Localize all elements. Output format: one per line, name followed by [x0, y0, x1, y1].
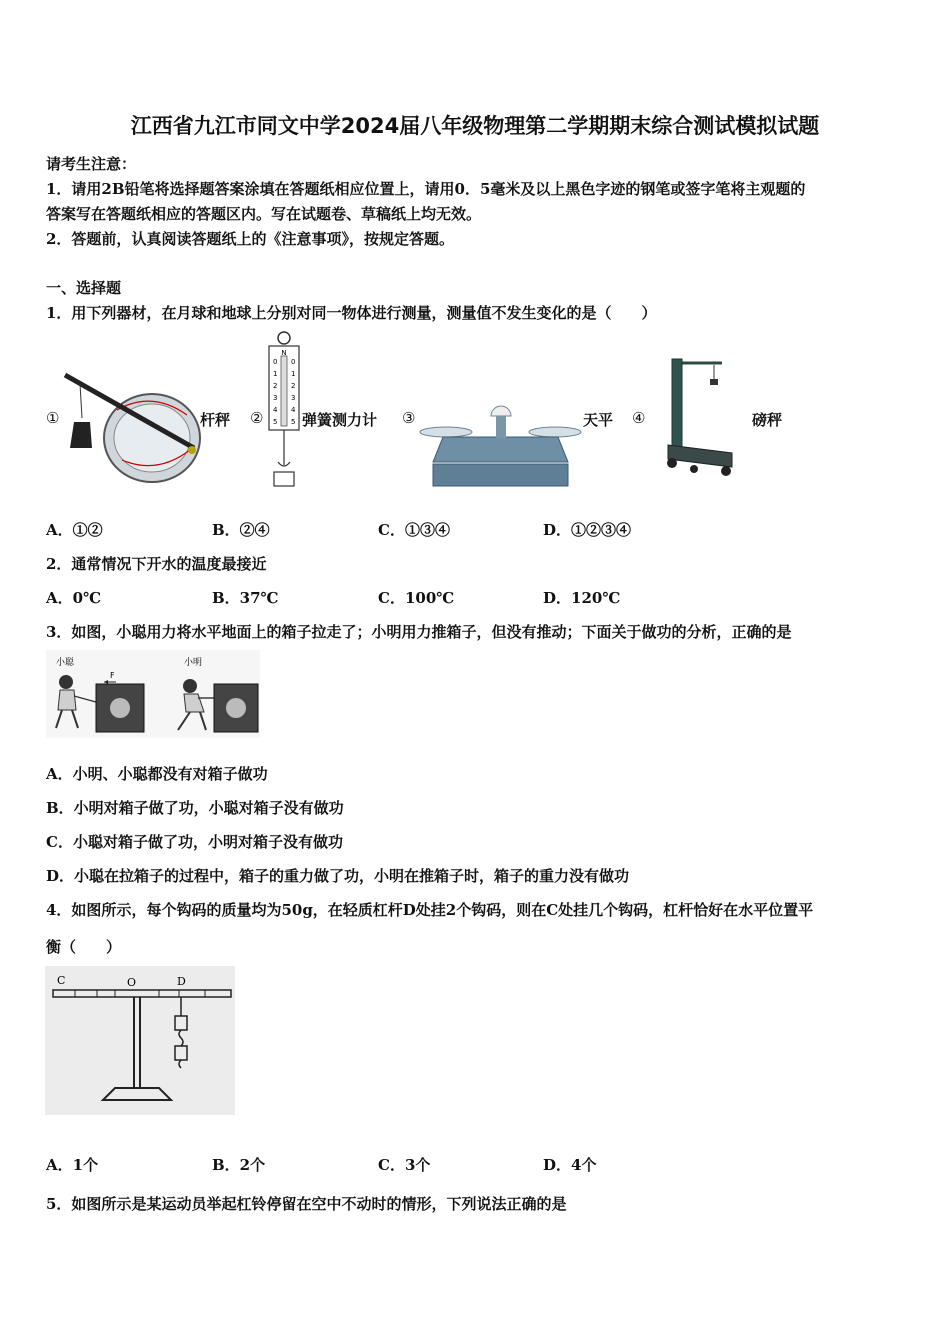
lever-label-d: D	[177, 975, 186, 988]
q1-item-4-name: 磅秤	[752, 411, 783, 429]
spring-tick-1: 1	[273, 370, 278, 378]
spring-tick-4-right: 4	[291, 406, 296, 414]
spring-tick-3-right: 3	[291, 394, 296, 402]
q4-stem-line-2: 衡（ ）	[46, 938, 122, 956]
q1-item-2-number: ②	[250, 409, 264, 427]
q3-fig-label-xiaoming: 小明	[184, 658, 203, 668]
q3-fig-label-xiaocong: 小聪	[56, 658, 75, 668]
q3-fig-force-label: F	[110, 671, 115, 680]
q3-option-d[interactable]: D．小聪在拉箱子的过程中，箱子的重力做了功，小明在推箱子时，箱子的重力没有做功	[46, 867, 630, 885]
spring-tick-1-right: 1	[291, 370, 296, 378]
spring-tick-2: 2	[273, 382, 278, 390]
lever-label-c: C	[57, 974, 66, 987]
q1-item-3-name: 天平	[583, 411, 614, 429]
q1-option-d[interactable]: D．①②③④	[543, 521, 632, 539]
notice-heading: 请考生注意：	[46, 155, 137, 173]
q3-option-b[interactable]: B．小明对箱子做了功，小聪对箱子没有做功	[46, 799, 344, 817]
platform-scale-figure	[660, 355, 740, 485]
q2-option-d[interactable]: D．120℃	[543, 589, 621, 607]
push-pull-box-figure	[46, 650, 260, 738]
q4-option-c[interactable]: C．3个	[378, 1156, 431, 1174]
lever-figure	[45, 966, 235, 1115]
q4-option-b[interactable]: B．2个	[212, 1156, 266, 1174]
q3-option-c[interactable]: C．小聪对箱子做了功，小明对箱子没有做功	[46, 833, 343, 851]
spring-scale-figure	[264, 330, 304, 490]
q4-option-a[interactable]: A．1个	[46, 1156, 99, 1174]
spring-tick-5: 5	[273, 418, 278, 426]
spring-tick-5-right: 5	[291, 418, 296, 426]
q3-option-a[interactable]: A．小明、小聪都没有对箱子做功	[46, 765, 268, 783]
q1-item-3-number: ③	[402, 409, 416, 427]
q2-option-c[interactable]: C．100℃	[378, 589, 455, 607]
q2-option-b[interactable]: B．37℃	[212, 589, 279, 607]
q1-item-1-name: 杆秤	[200, 411, 231, 429]
q3-stem: 3．如图，小聪用力将水平地面上的箱子拉走了；小明用力推箱子，但没有推动；下面关于做功的分析，正确的是	[46, 623, 792, 641]
q2-option-a[interactable]: A．0℃	[46, 589, 102, 607]
q2-stem: 2．通常情况下开水的温度最接近	[46, 555, 267, 573]
q1-option-b[interactable]: B．②④	[212, 521, 270, 539]
steelyard-figure	[62, 370, 202, 490]
notice-item-2: 2．答题前，认真阅读答题纸上的《注意事项》，按规定答题。	[46, 230, 454, 248]
q1-option-c[interactable]: C．①③④	[378, 521, 450, 539]
q1-item-2-name: 弹簧测力计	[302, 411, 378, 429]
q1-stem: 1．用下列器材，在月球和地球上分别对同一物体进行测量，测量值不发生变化的是（ ）	[46, 304, 657, 322]
spring-tick-3: 3	[273, 394, 278, 402]
q4-option-d[interactable]: D．4个	[543, 1156, 597, 1174]
section-heading-choice: 一、选择题	[46, 279, 122, 297]
spring-scale-unit: N	[281, 349, 287, 357]
lever-label-o: O	[127, 976, 137, 989]
balance-figure	[418, 402, 583, 490]
spring-tick-2-right: 2	[291, 382, 296, 390]
q1-item-4-number: ④	[632, 409, 646, 427]
notice-item-1-line-2: 答案写在答题纸相应的答题区内。写在试题卷、草稿纸上均无效。	[46, 205, 482, 223]
spring-tick-4: 4	[273, 406, 278, 414]
notice-item-1-line-1: 1．请用2B铅笔将选择题答案涂填在答题纸相应位置上，请用0．5毫米及以上黑色字迹的钢笔或签字笔将主观题的	[46, 180, 806, 198]
q1-item-1-number: ①	[46, 409, 60, 427]
q1-option-a[interactable]: A．①②	[46, 521, 103, 539]
spring-tick-0: 0	[273, 358, 278, 366]
page-title: 江西省九江市同文中学2024届八年级物理第二学期期末综合测试模拟试题	[130, 114, 820, 138]
spring-tick-0-right: 0	[291, 358, 296, 366]
q4-stem-line-1: 4．如图所示，每个钩码的质量均为50g，在轻质杠杆D处挂2个钩码，则在C处挂几个钩码，杠杆恰好在水平位置平	[46, 901, 814, 919]
q5-stem: 5．如图所示是某运动员举起杠铃停留在空中不动时的情形，下列说法正确的是	[46, 1195, 567, 1213]
